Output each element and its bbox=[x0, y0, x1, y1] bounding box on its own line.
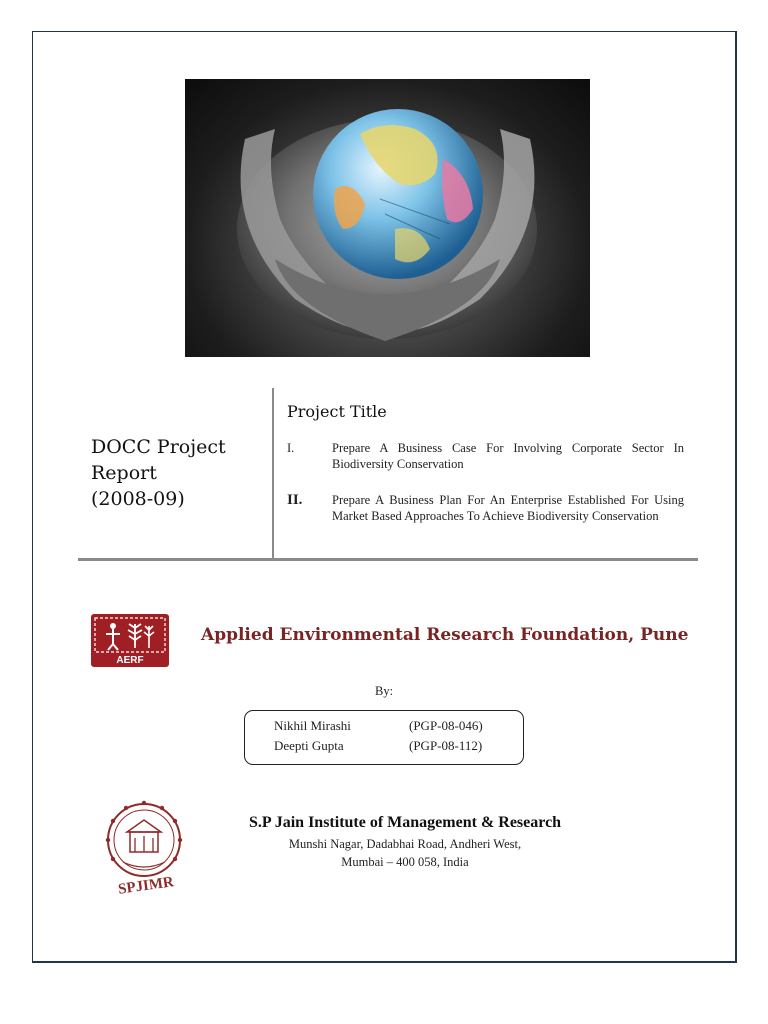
horizontal-divider bbox=[78, 558, 698, 561]
spjimr-seal-logo bbox=[105, 800, 187, 896]
author-name: Nikhil Mirashi bbox=[274, 718, 351, 733]
report-title-line: Report bbox=[91, 462, 157, 484]
project-title-heading: Project Title bbox=[287, 402, 387, 421]
project-item bbox=[287, 440, 687, 474]
project-text: Prepare A Business Case For Involving Corporate Sector In Biodiversity Conservation bbox=[332, 441, 684, 471]
institute-name: S.P Jain Institute of Management & Research bbox=[248, 814, 562, 831]
project-numeral: II. bbox=[287, 492, 303, 508]
author-id: (PGP-08-112) bbox=[409, 738, 483, 753]
report-title-line: DOCC Project bbox=[91, 436, 226, 458]
project-numeral: I. bbox=[287, 441, 295, 455]
report-title-line: (2008-09) bbox=[91, 488, 185, 510]
globe-in-hands-photo bbox=[185, 79, 590, 357]
aerf-logo-text: AERF bbox=[116, 655, 144, 666]
author-name: Deepti Gupta bbox=[274, 738, 344, 753]
project-text: Prepare A Business Plan For An Enterprise Established For Using Market Based Approaches To Achieve Biodiversity Conservation bbox=[332, 493, 684, 523]
project-item bbox=[287, 492, 687, 544]
spjimr-logo-text: SPJIMR bbox=[117, 874, 175, 896]
authors-box bbox=[244, 710, 524, 765]
by-label: By: bbox=[375, 684, 394, 698]
globe-in-hands-illustration bbox=[185, 79, 590, 357]
institute-address-line: Mumbai – 400 058, India bbox=[341, 855, 469, 869]
foundation-name: Applied Environmental Research Foundation, Pune bbox=[201, 625, 689, 645]
author-id: (PGP-08-046) bbox=[409, 718, 483, 733]
aerf-logo bbox=[91, 614, 169, 667]
vertical-divider bbox=[272, 388, 274, 559]
institute-address-line: Munshi Nagar, Dadabhai Road, Andheri West, bbox=[288, 837, 522, 851]
report-title bbox=[91, 434, 266, 512]
